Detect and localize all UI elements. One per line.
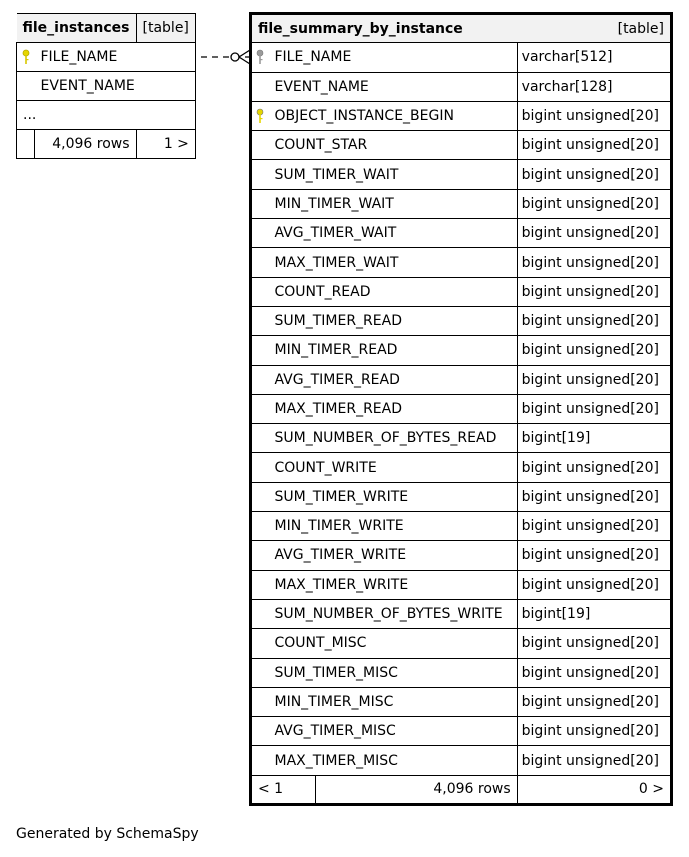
column-name[interactable]: MIN_TIMER_WRITE: [269, 512, 518, 541]
column-name[interactable]: FILE_NAME: [269, 43, 518, 72]
column-type: bigint unsigned[20]: [517, 453, 671, 482]
file-instances-table[interactable]: [16, 13, 196, 159]
key-slot: [251, 541, 269, 570]
key-slot: [251, 746, 269, 775]
key-slot: [251, 189, 269, 218]
key-slot: [251, 512, 269, 541]
key-slot: [251, 394, 269, 423]
column-name[interactable]: SUM_NUMBER_OF_BYTES_READ: [269, 424, 518, 453]
table-kind: [table]: [517, 14, 671, 43]
column-type: bigint unsigned[20]: [517, 189, 671, 218]
column-row[interactable]: [251, 570, 672, 599]
table-footer: [17, 130, 196, 159]
column-name[interactable]: MIN_TIMER_MISC: [269, 687, 518, 716]
column-name[interactable]: COUNT_STAR: [269, 131, 518, 160]
column-type: bigint unsigned[20]: [517, 482, 671, 511]
column-type: bigint unsigned[20]: [517, 687, 671, 716]
column-name[interactable]: SUM_TIMER_MISC: [269, 658, 518, 687]
column-name[interactable]: AVG_TIMER_MISC: [269, 717, 518, 746]
foreign-key-icon: [251, 43, 269, 72]
table-header[interactable]: [251, 14, 672, 43]
table-footer: [251, 775, 672, 804]
column-row[interactable]: [251, 72, 672, 101]
key-slot: [251, 131, 269, 160]
column-name[interactable]: MAX_TIMER_MISC: [269, 746, 518, 775]
column-type: bigint unsigned[20]: [517, 306, 671, 335]
key-slot: [251, 248, 269, 277]
column-row[interactable]: [251, 43, 672, 72]
key-slot: [251, 365, 269, 394]
column-row[interactable]: [251, 306, 672, 335]
parents-link[interactable]: < 1: [251, 775, 316, 804]
column-row[interactable]: [251, 453, 672, 482]
column-type: varchar[128]: [517, 72, 671, 101]
primary-key-icon: [251, 101, 269, 130]
table-kind: [table]: [136, 14, 195, 43]
column-name[interactable]: MIN_TIMER_READ: [269, 336, 518, 365]
column-row[interactable]: [251, 629, 672, 658]
column-type: bigint unsigned[20]: [517, 160, 671, 189]
column-row[interactable]: [251, 219, 672, 248]
column-row[interactable]: [251, 717, 672, 746]
column-name[interactable]: EVENT_NAME: [269, 72, 518, 101]
column-type: bigint unsigned[20]: [517, 717, 671, 746]
column-row[interactable]: [251, 599, 672, 628]
column-row[interactable]: [251, 394, 672, 423]
column-row[interactable]: [251, 277, 672, 306]
column-name[interactable]: MIN_TIMER_WAIT: [269, 189, 518, 218]
table-name[interactable]: file_summary_by_instance: [251, 14, 518, 43]
column-type: bigint unsigned[20]: [517, 219, 671, 248]
key-slot: [251, 482, 269, 511]
key-slot: [251, 72, 269, 101]
column-row[interactable]: [251, 131, 672, 160]
column-type: bigint unsigned[20]: [517, 248, 671, 277]
column-name[interactable]: FILE_NAME: [35, 43, 196, 72]
column-type: bigint unsigned[20]: [517, 629, 671, 658]
column-name[interactable]: AVG_TIMER_READ: [269, 365, 518, 394]
column-type: bigint unsigned[20]: [517, 570, 671, 599]
column-row[interactable]: [251, 746, 672, 775]
column-row[interactable]: [251, 160, 672, 189]
row-count: 4,096 rows: [316, 775, 518, 804]
column-type: bigint unsigned[20]: [517, 336, 671, 365]
column-name[interactable]: OBJECT_INSTANCE_BEGIN: [269, 101, 518, 130]
column-type: bigint unsigned[20]: [517, 541, 671, 570]
column-name[interactable]: SUM_TIMER_READ: [269, 306, 518, 335]
key-slot: [251, 658, 269, 687]
column-name[interactable]: MAX_TIMER_READ: [269, 394, 518, 423]
column-name[interactable]: MAX_TIMER_WAIT: [269, 248, 518, 277]
more-columns-row: [17, 101, 196, 130]
column-type: bigint unsigned[20]: [517, 101, 671, 130]
key-slot: [251, 277, 269, 306]
column-name[interactable]: MAX_TIMER_WRITE: [269, 570, 518, 599]
column-type: bigint unsigned[20]: [517, 746, 671, 775]
column-name[interactable]: AVG_TIMER_WAIT: [269, 219, 518, 248]
primary-key-icon: [17, 43, 35, 72]
key-slot: [251, 160, 269, 189]
column-row[interactable]: [251, 482, 672, 511]
key-slot: [251, 570, 269, 599]
column-name[interactable]: EVENT_NAME: [35, 72, 196, 101]
children-link[interactable]: 1 >: [136, 130, 195, 159]
column-row[interactable]: [251, 687, 672, 716]
key-slot: [251, 336, 269, 365]
key-slot: [251, 717, 269, 746]
column-row[interactable]: [17, 43, 196, 72]
column-row[interactable]: [17, 72, 196, 101]
column-type: bigint[19]: [517, 424, 671, 453]
column-name[interactable]: COUNT_READ: [269, 277, 518, 306]
column-name[interactable]: SUM_NUMBER_OF_BYTES_WRITE: [269, 599, 518, 628]
column-type: bigint unsigned[20]: [517, 131, 671, 160]
optional-marker: [231, 53, 239, 61]
column-name[interactable]: SUM_TIMER_WAIT: [269, 160, 518, 189]
column-row[interactable]: [251, 512, 672, 541]
column-row[interactable]: [251, 541, 672, 570]
column-type: bigint unsigned[20]: [517, 512, 671, 541]
key-slot: [251, 306, 269, 335]
column-name[interactable]: COUNT_MISC: [269, 629, 518, 658]
key-slot: [251, 687, 269, 716]
key-slot: [251, 424, 269, 453]
column-row[interactable]: [251, 336, 672, 365]
key-slot: [251, 629, 269, 658]
column-type: bigint[19]: [517, 599, 671, 628]
generated-by-footer: Generated by SchemaSpy: [16, 826, 199, 842]
column-row[interactable]: [251, 248, 672, 277]
column-type: bigint unsigned[20]: [517, 394, 671, 423]
key-slot: [251, 599, 269, 628]
children-link[interactable]: 0 >: [517, 775, 671, 804]
column-row[interactable]: [251, 365, 672, 394]
table-header[interactable]: [17, 14, 196, 43]
key-slot: [251, 219, 269, 248]
column-type: bigint unsigned[20]: [517, 658, 671, 687]
key-slot: [251, 453, 269, 482]
column-row[interactable]: [251, 424, 672, 453]
column-type: bigint unsigned[20]: [517, 277, 671, 306]
column-type: bigint unsigned[20]: [517, 365, 671, 394]
column-type: varchar[512]: [517, 43, 671, 72]
column-row[interactable]: [251, 658, 672, 687]
column-name[interactable]: SUM_TIMER_WRITE: [269, 482, 518, 511]
table-name[interactable]: file_instances: [17, 14, 137, 43]
file-summary-by-instance-table[interactable]: [249, 12, 673, 806]
row-count: 4,096 rows: [35, 130, 137, 159]
columns-body: [251, 43, 672, 775]
column-name[interactable]: COUNT_WRITE: [269, 453, 518, 482]
column-name[interactable]: AVG_TIMER_WRITE: [269, 541, 518, 570]
column-row[interactable]: [251, 189, 672, 218]
more-columns-ellipsis: ...: [17, 101, 196, 130]
column-row[interactable]: [251, 101, 672, 130]
